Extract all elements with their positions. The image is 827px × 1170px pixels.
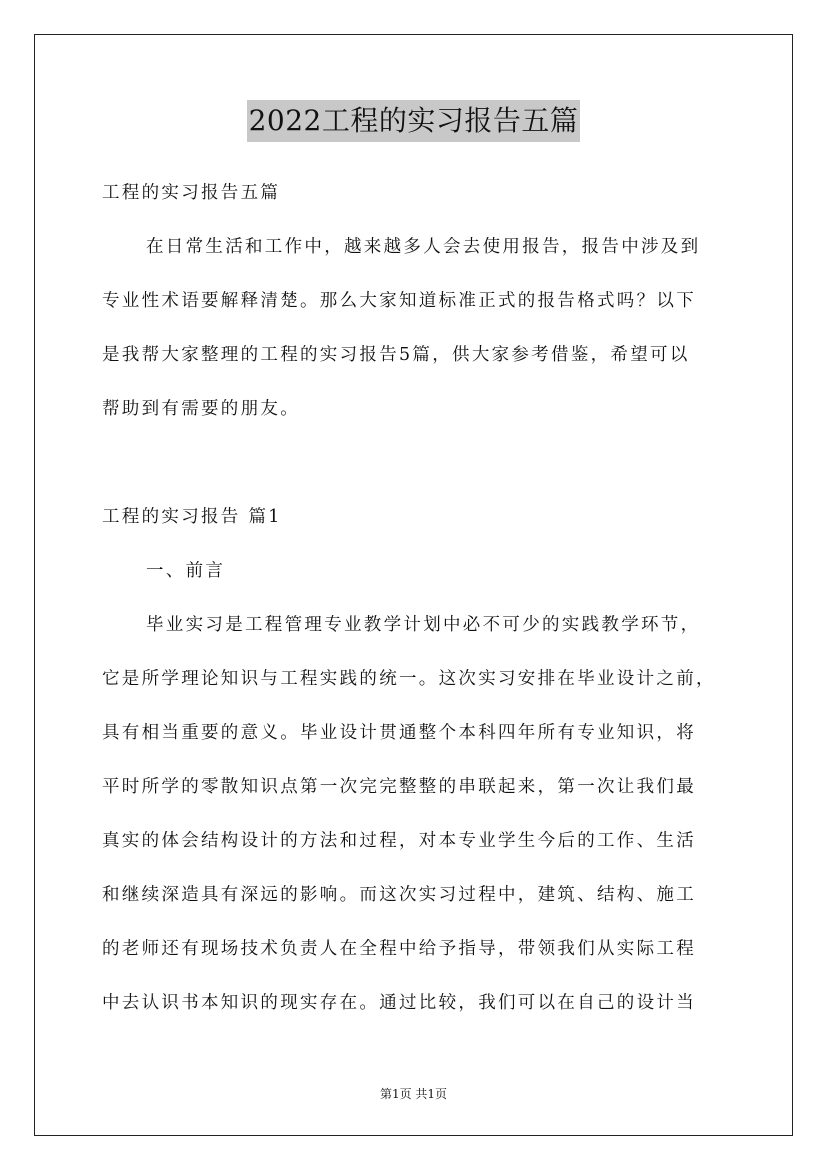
intro-heading: 工程的实习报告五篇 — [102, 183, 281, 203]
paragraph-line: 它是所学理论知识与工程实践的统一。这次实习安排在毕业设计之前， — [102, 669, 716, 689]
paragraph-line: 帮助到有需要的朋友。 — [102, 399, 300, 419]
paragraph-line: 中去认识书本知识的现实存在。通过比较，我们可以在自己的设计当 — [102, 993, 696, 1013]
title-area — [0, 100, 827, 142]
paragraph-line: 具有相当重要的意义。毕业设计贯通整个本科四年所有专业知识，将 — [102, 723, 696, 743]
document-title: 2022工程的实习报告五篇 — [247, 100, 581, 142]
paragraph-line: 和继续深造具有深远的影响。而这次实习过程中，建筑、结构、施工 — [102, 885, 696, 905]
page-footer — [0, 1086, 827, 1102]
paragraph-line: 是我帮大家整理的工程的实习报告5篇，供大家参考借鉴，希望可以 — [102, 345, 690, 365]
paragraph-line: 专业性术语要解释清楚。那么大家知道标准正式的报告格式吗？以下 — [102, 291, 696, 311]
document-body — [102, 174, 732, 1038]
page-number: 第1页 共1页 — [379, 1087, 448, 1101]
spacer — [102, 444, 732, 498]
paragraph-line: 真实的体会结构设计的方法和过程，对本专业学生今后的工作、生活 — [102, 831, 696, 851]
paragraph-line: 的老师还有现场技术负责人在全程中给予指导，带领我们从实际工程 — [102, 939, 696, 959]
subsection-heading: 一、前言 — [146, 561, 226, 581]
section-heading: 工程的实习报告 篇1 — [102, 507, 282, 527]
paragraph-line: 平时所学的零散知识点第一次完完整整的串联起来，第一次让我们最 — [102, 777, 696, 797]
paragraph-line: 毕业实习是工程管理专业教学计划中必不可少的实践教学环节， — [146, 615, 701, 635]
paragraph-line: 在日常生活和工作中，越来越多人会去使用报告，报告中涉及到 — [146, 237, 701, 257]
